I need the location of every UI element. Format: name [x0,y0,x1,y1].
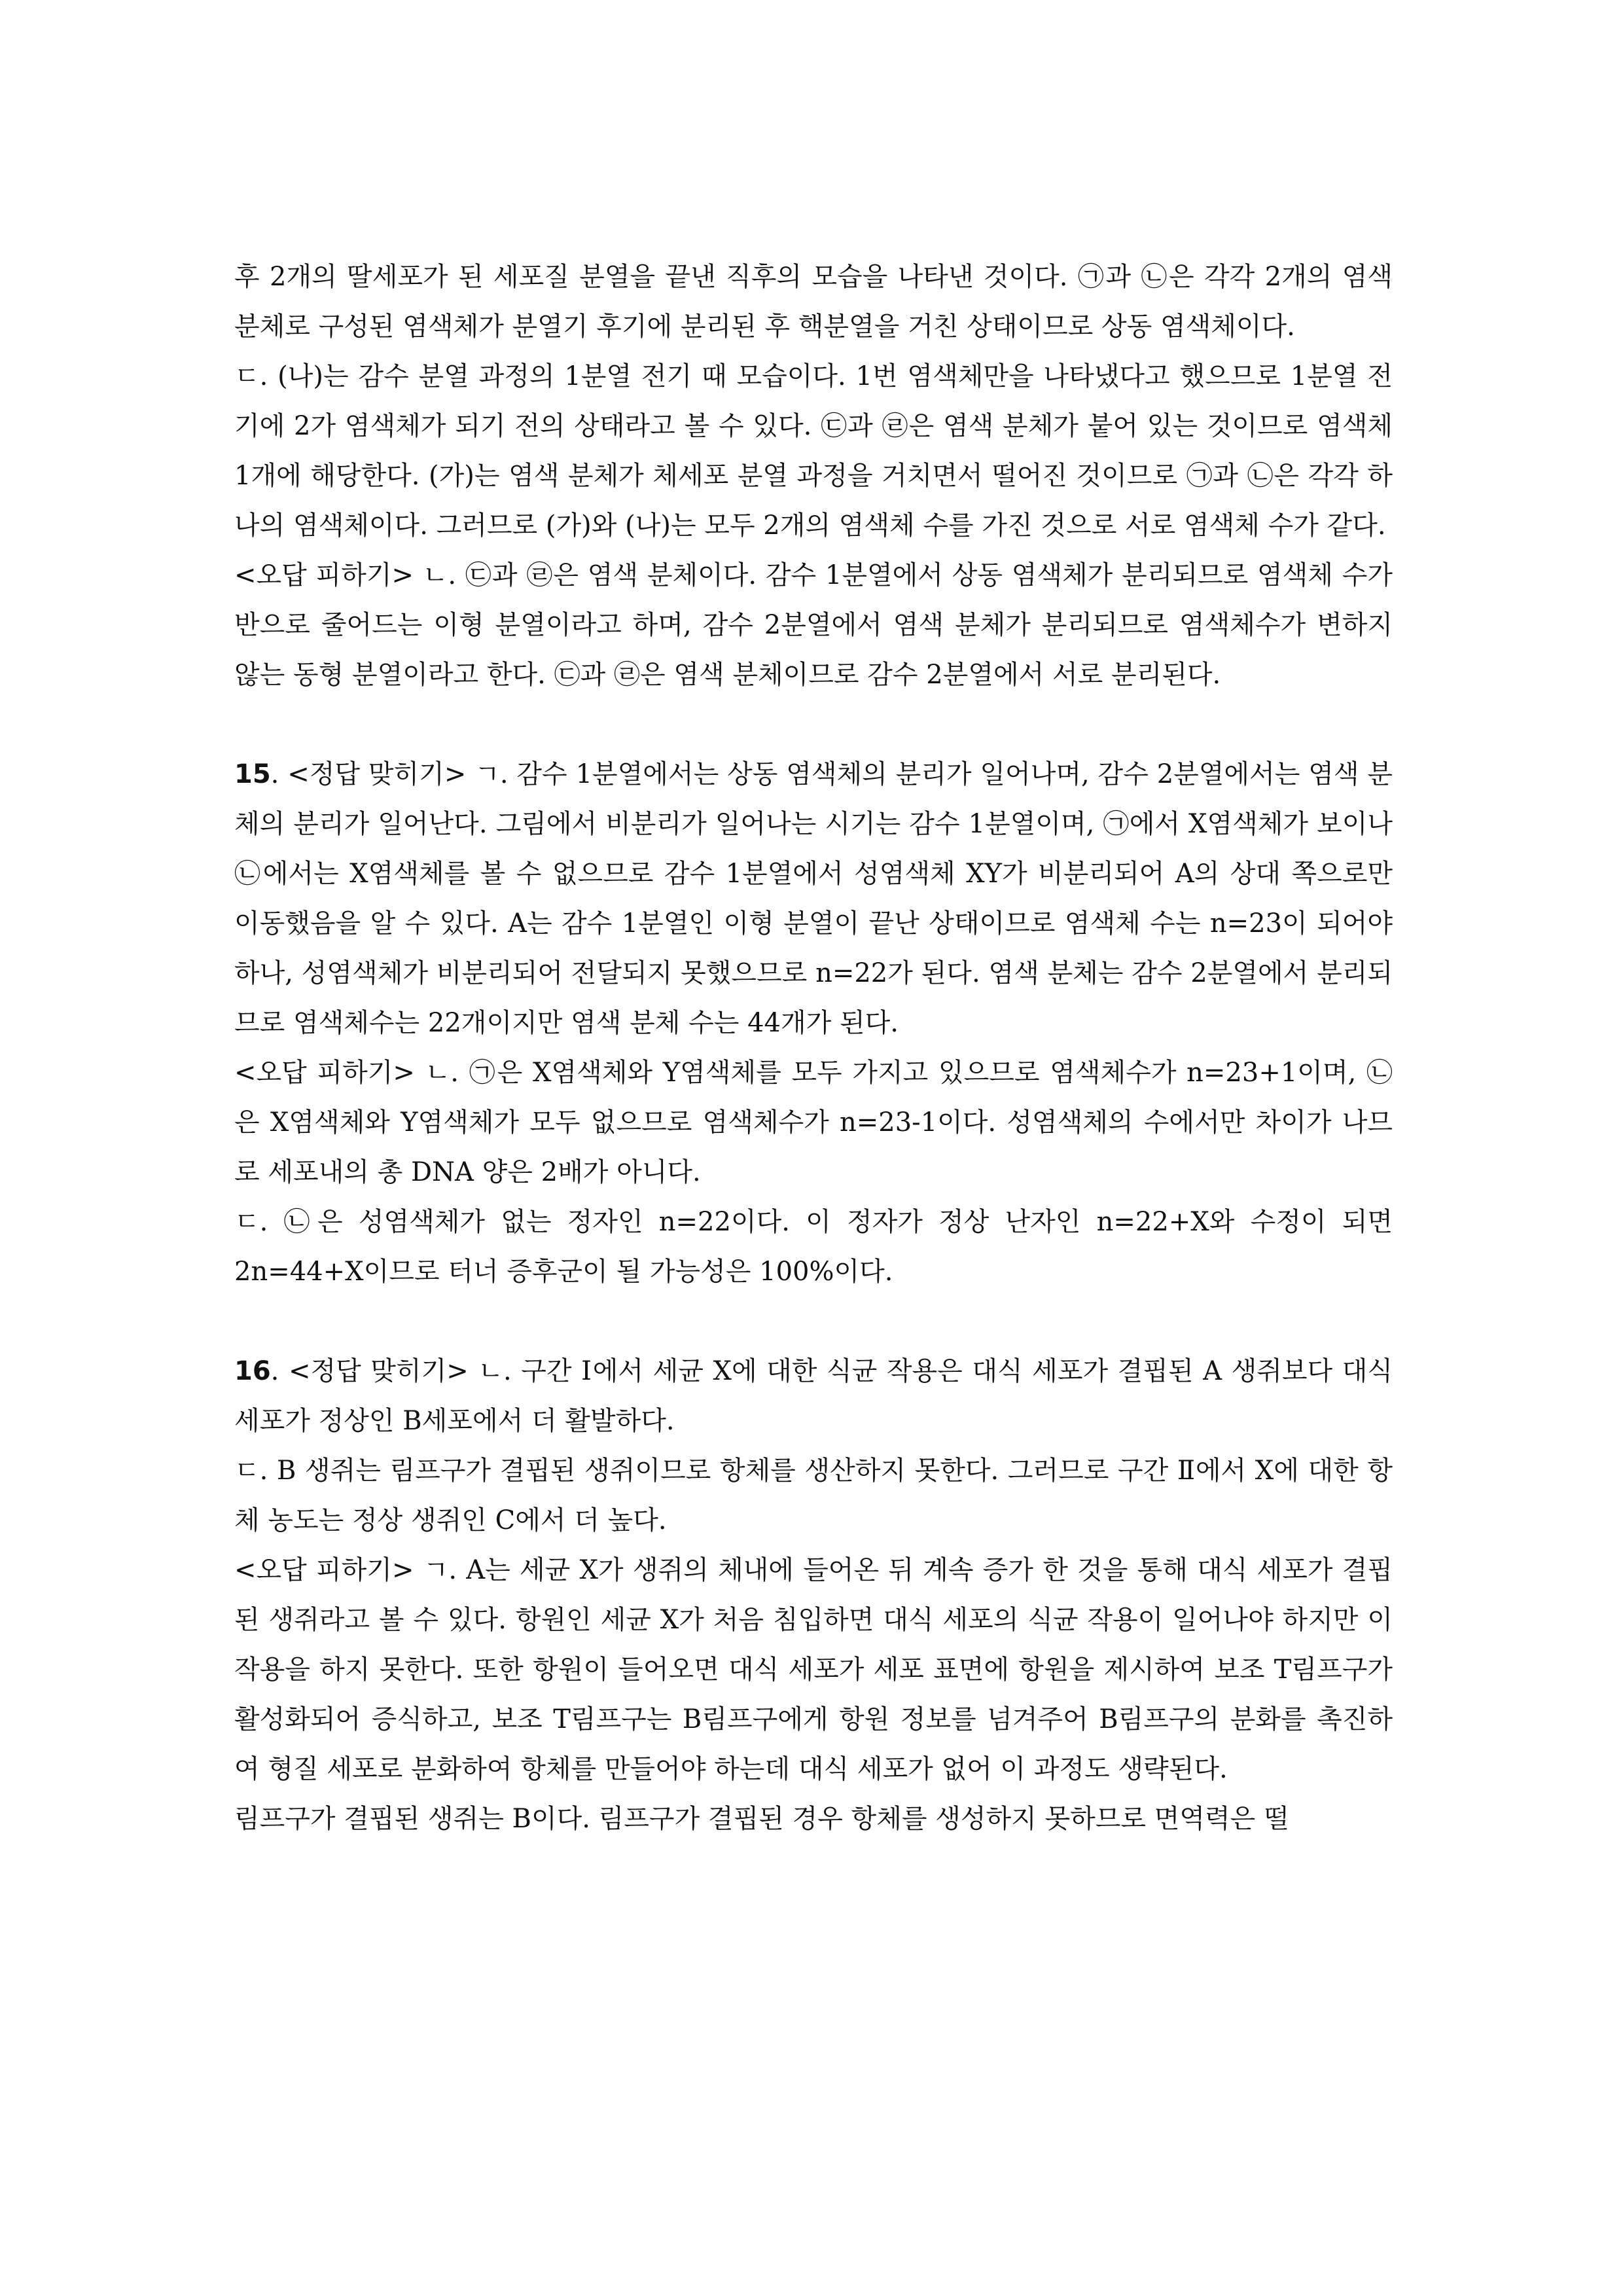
wrong-answer-text: ㄴ. ㉢과 ㉣은 염색 분체이다. 감수 1분열에서 상동 염색체가 분리되므로 염색체 수가 반으로 줄어드는 이형 분열이라고 하며, 감수 2분열에서 염색 분체가 분리되므로 염색체수가 변하지 않는 동형 분열이라고 한다. ㉢과 ㉣은 염색 분체이므로 감수 2분열에서 서로 분리된다. [234,560,1393,690]
correct-answer-text: ㄱ. 감수 1분열에서는 상동 염색체의 분리가 일어나며, 감수 2분열에서는 염색 분체의 분리가 일어난다. 그림에서 비분리가 일어나는 시기는 감수 1분열이며, ㉠에서 X염색체가 보이나 ㉡에서는 X염색체를 볼 수 없으므로 감수 1분열에서 성염색체 XY가 비분리되어 A의 상대 쪽으로만 이동했음을 알 수 있다. A는 감수 1분열인 이형 분열이 끝난 상태이므로 염색체 수는 n=23이 되어야 하나, 성염색체가 비분리되어 전달되지 못했으므로 n=22가 된다. 염색 분체는 감수 2분열에서 분리되므로 염색체수는 22개이지만 염색 분체 수는 44개가 된다. [234,759,1393,1038]
question-number: 16 [234,1356,271,1386]
question-16-c: ㄷ. B 생쥐는 림프구가 결핍된 생쥐이므로 항체를 생산하지 못한다. 그러므로 구간 Ⅱ에서 X에 대한 항체 농도는 정상 생쥐인 C에서 더 높다. [234,1456,1393,1535]
spacer [234,1297,1393,1346]
wrong-answer-label: <오답 피하기> [234,1058,415,1088]
wrong-answer-text: ㄱ. A는 세균 X가 생쥐의 체내에 들어온 뒤 계속 증가 한 것을 통해 대식 세포가 결핍된 생쥐라고 볼 수 있다. 항원인 세균 X가 처음 침입하면 대식 세포의 식균 작용이 일어나야 하지만 이 작용을 하지 못한다. 또한 항원이 들어오면 대식 세포가 세포 표면에 항원을 제시하여 보조 T림프구가 활성화되어 증식하고, 보조 T림프구는 B림프구에게 항원 정보를 넘겨주어 B림프구의 분화를 촉진하여 형질 세포로 분화하여 항체를 만들어야 하는데 대식 세포가 없어 이 과정도 생략된다. [234,1555,1393,1784]
document-page [234,252,1393,1844]
correct-answer-label: <정답 맞히기> [288,1356,469,1386]
question-dot: . [270,1356,289,1386]
paragraph-wrong-answer [234,550,1393,700]
question-16-continued: 림프구가 결핍된 생쥐는 B이다. 림프구가 결핍된 경우 항체를 생성하지 못하므로 면역력은 떨 [234,1804,1289,1834]
paragraph-answer-c: ㄷ. (나)는 감수 분열 과정의 1분열 전기 때 모습이다. 1번 염색체만을 나타냈다고 했으므로 1분열 전기에 2가 염색체가 되기 전의 상태라고 볼 수 있다. ㉢과 ㉣은 염색 분체가 붙어 있는 것이므로 염색체 1개에 해당한다. (가)는 염색 분체가 체세포 분열 과정을 거치면서 떨어진 것이므로 ㉠과 ㉡은 각각 하나의 염색체이다. 그러므로 (가)와 (나)는 모두 2개의 염색체 수를 가진 것으로 서로 염색체 수가 같다. [234,361,1393,541]
question-15-wrong [234,1048,1393,1197]
correct-answer-label: <정답 맞히기> [287,759,467,789]
paragraph-continued: 후 2개의 딸세포가 된 세포질 분열을 끝낸 직후의 모습을 나타낸 것이다. ㉠과 ㉡은 각각 2개의 염색 분체로 구성된 염색체가 분열기 후기에 분리된 후 핵분열을 거친 상태이므로 상동 염색체이다. [234,262,1393,342]
question-15-correct [234,749,1393,1048]
question-dot: . [270,759,288,789]
question-16-correct [234,1346,1393,1446]
wrong-answer-label: <오답 피하기> [234,1555,414,1585]
correct-answer-text: ㄴ. 구간 Ⅰ에서 세균 X에 대한 식균 작용은 대식 세포가 결핍된 A 생쥐보다 대식 세포가 정상인 B세포에서 더 활발하다. [234,1356,1393,1436]
wrong-answer-text: ㄴ. ㉠은 X염색체와 Y염색체를 모두 가지고 있으므로 염색체수가 n=23+1이며, ㉡은 X염색체와 Y염색체가 모두 없으므로 염색체수가 n=23-1이다. 성염색체의 수에서만 차이가 나므로 세포내의 총 DNA 양은 2배가 아니다. [234,1058,1393,1187]
question-15-c: ㄷ. ㉡은 성염색체가 없는 정자인 n=22이다. 이 정자가 정상 난자인 n=22+X와 수정이 되면 2n=44+X이므로 터너 증후군이 될 가능성은 100%이다. [234,1207,1393,1287]
spacer [234,700,1393,749]
question-16-wrong [234,1545,1393,1794]
wrong-answer-label: <오답 피하기> [234,560,414,590]
question-number: 15 [234,759,271,789]
